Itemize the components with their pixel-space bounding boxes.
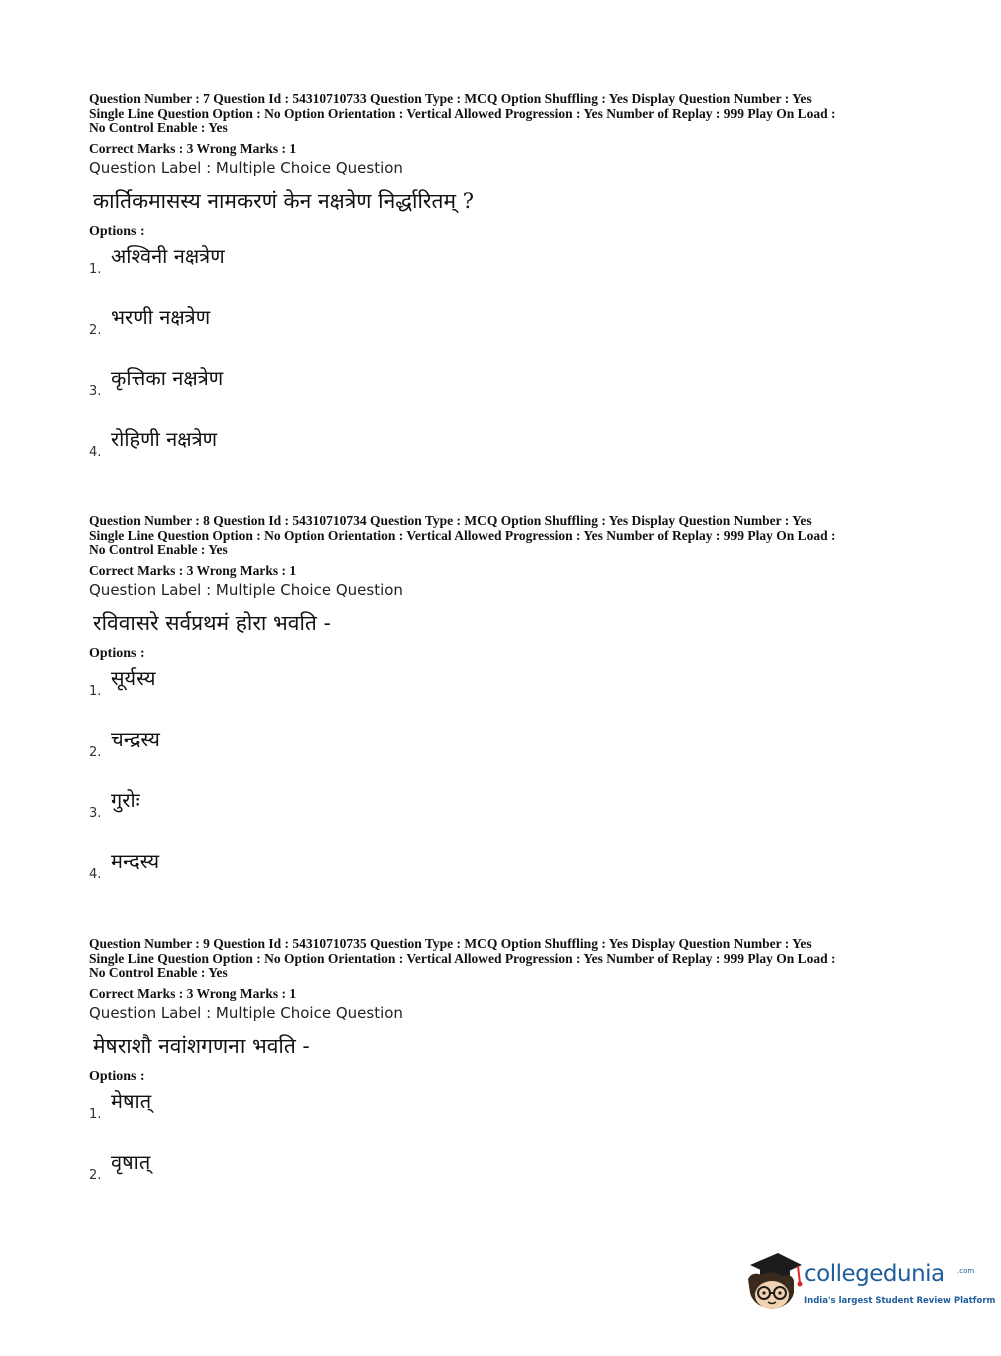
options-title: Options : xyxy=(89,1068,145,1084)
option-text: अश्विनी नक्षत्रेण xyxy=(111,243,225,268)
logo-name: collegedunia xyxy=(804,1261,945,1287)
option-number: 3. xyxy=(89,805,102,821)
question-label: Question Label : Multiple Choice Question xyxy=(89,158,403,177)
question-block-8 xyxy=(89,514,919,906)
question-text: कार्तिकमासस्य नामकरणं केन नक्षत्रेण निर्द्धारितम् ? xyxy=(93,188,474,213)
option-1[interactable] xyxy=(89,662,919,723)
question-marks: Correct Marks : 3 Wrong Marks : 1 xyxy=(89,562,297,578)
question-label: Question Label : Multiple Choice Question xyxy=(89,580,403,599)
option-1[interactable] xyxy=(89,1085,919,1146)
option-number: 2. xyxy=(89,1167,102,1183)
option-number: 3. xyxy=(89,383,102,399)
option-text: मन्दस्य xyxy=(111,848,160,873)
option-2[interactable] xyxy=(89,301,919,362)
mascot-icon xyxy=(742,1249,804,1317)
logo-tagline: India's largest Student Review Platform xyxy=(804,1296,996,1306)
option-4[interactable] xyxy=(89,845,919,906)
question-block-7 xyxy=(89,92,919,484)
option-1[interactable] xyxy=(89,240,919,301)
question-text: मेषराशौ नवांशगणना भवति - xyxy=(93,1033,310,1058)
option-2[interactable] xyxy=(89,1146,919,1207)
option-3[interactable] xyxy=(89,362,919,423)
options-title: Options : xyxy=(89,645,145,661)
option-number: 4. xyxy=(89,866,102,882)
option-number: 4. xyxy=(89,444,102,460)
question-block-9 xyxy=(89,937,919,1207)
option-3[interactable] xyxy=(89,784,919,845)
option-2[interactable] xyxy=(89,723,919,784)
option-4[interactable] xyxy=(89,423,919,484)
option-number: 1. xyxy=(89,1106,102,1122)
option-number: 2. xyxy=(89,322,102,338)
option-number: 2. xyxy=(89,744,102,760)
option-text: गुरोः xyxy=(111,787,140,812)
option-text: चन्द्रस्य xyxy=(111,726,160,751)
collegedunia-logo[interactable] xyxy=(742,1249,996,1319)
options-title: Options : xyxy=(89,223,145,239)
option-text: वृषात् xyxy=(111,1149,151,1174)
option-number: 1. xyxy=(89,261,102,277)
logo-suffix: .com xyxy=(957,1267,975,1275)
option-text: कृत्तिका नक्षत्रेण xyxy=(111,365,224,390)
question-marks: Correct Marks : 3 Wrong Marks : 1 xyxy=(89,985,297,1001)
question-meta: Question Number : 8 Question Id : 54310710734 Question Type : MCQ Option Shuffling : Yes Display Question Number : Yes Single Line Question Option : No Option Orientation : Vertical Allowed Progression : Yes Number of Replay : 999 Play On Load : No Control Enable : Yes xyxy=(89,513,836,557)
question-label: Question Label : Multiple Choice Question xyxy=(89,1003,403,1022)
option-text: भरणी नक्षत्रेण xyxy=(111,304,211,329)
option-text: सूर्यस्य xyxy=(111,665,156,690)
option-text: मेषात् xyxy=(111,1088,152,1113)
question-meta: Question Number : 7 Question Id : 54310710733 Question Type : MCQ Option Shuffling : Yes Display Question Number : Yes Single Line Question Option : No Option Orientation : Vertical Allowed Progression : Yes Number of Replay : 999 Play On Load : No Control Enable : Yes xyxy=(89,91,836,135)
option-number: 1. xyxy=(89,683,102,699)
question-marks: Correct Marks : 3 Wrong Marks : 1 xyxy=(89,140,297,156)
question-meta: Question Number : 9 Question Id : 54310710735 Question Type : MCQ Option Shuffling : Yes Display Question Number : Yes Single Line Question Option : No Option Orientation : Vertical Allowed Progression : Yes Number of Replay : 999 Play On Load : No Control Enable : Yes xyxy=(89,936,836,980)
question-text: रविवासरे सर्वप्रथमं होरा भवति - xyxy=(93,610,331,635)
option-text: रोहिणी नक्षत्रेण xyxy=(111,426,218,451)
